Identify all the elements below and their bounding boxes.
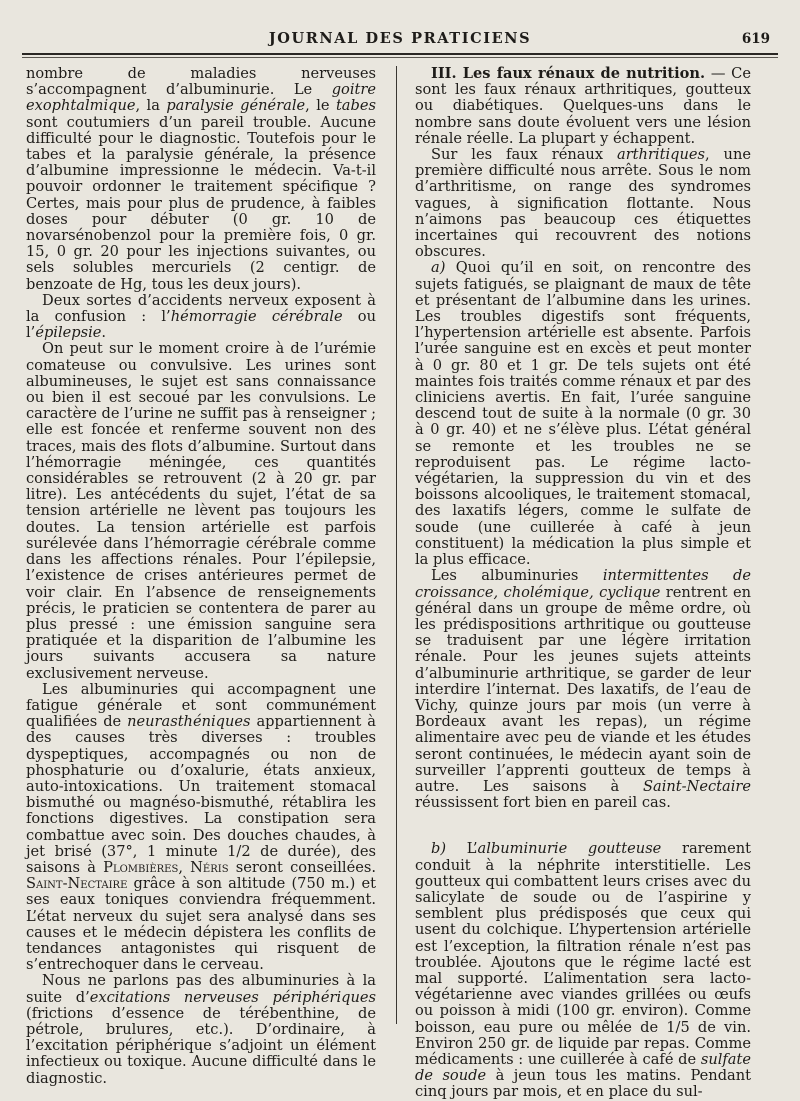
header-rule-thick (22, 53, 778, 55)
paragraph (26, 341, 376, 681)
paragraph (415, 260, 751, 568)
text-run: L’ (446, 840, 478, 858)
text-run: rentrent en général dans un groupe de même ordre, où les prédispositions arthritique ou goutteuse se traduisent par une légère irritation rénale. Pour les jeunes sujets atteints d’albuminurie arthritique, se garder de leur interdire l’internat. Des laxatifs, de l’eau de Vichy, quinze jours par mois (un verre à Bordeaux avant les repas), un régime alimentaire avec peu de viande et les études seront continuées, le médecin ayant soin de surveiller l’apprenti goutteux de temps à autre. Les saisons à (415, 583, 751, 795)
text-run: nombre de maladies nerveuses s’accompagnent d’albuminurie. Le (26, 65, 376, 99)
paragraph (415, 568, 751, 811)
journal-title: JOURNAL DES PRATICIENS (268, 30, 532, 47)
italic-run: a) (431, 259, 446, 277)
text-run: rarement conduit à la néphrite interstitielle. Les goutteux qui combattent leurs crises avec du salicylate de soude ou de l’aspirine y semblent plus prédisposés que ceux qui usent du colchique. L’hypertension artérielle est l’exception, la filtration rénale n’est pas troublée. Ajoutons que le régime lacté est mal supporté. L’alimentation sera lacto-végétarienne avec viandes grillées ou œufs ou poisson à midi (100 gr. environ). Comme boisson, eau pure ou mêlée de 1/5 de vin. Environ 250 gr. de liquide par repas. Comme médicaments : une cuillerée à café de (415, 840, 752, 1068)
left-column (26, 66, 376, 1087)
paragraph (415, 147, 751, 260)
text-run: (frictions d’essence de térébenthine, de pétrole, brulures, etc.). D’ordinaire, à l’excitation périphérique s’adjoint un élément infectieux ou toxique. Aucune difficulté dans le diagnostic. (26, 1004, 376, 1087)
text-run: , la (135, 97, 167, 115)
italic-run: b) (431, 840, 447, 858)
column-divider (396, 66, 397, 1024)
text-run: Sur les faux rénaux (431, 146, 617, 164)
header-rule-thin (22, 57, 778, 58)
italic-run: neurasthéniques (127, 713, 251, 731)
page-header (22, 30, 778, 52)
italic-run: tabes (335, 97, 376, 115)
text-run: seront conseillées. (228, 858, 376, 876)
paragraph (26, 293, 376, 342)
text-run: . (101, 324, 107, 342)
page-number: 619 (741, 31, 770, 47)
right-column (415, 66, 751, 1101)
text-run: Deux sortes d’accidents nerveux exposent à la confusion : l’ (26, 291, 376, 326)
text-run: ou l’ (26, 308, 376, 342)
italic-run: sulfate de soude (415, 1050, 751, 1085)
text-run: appartiennent à des causes très diverses : troubles dyspeptiques, accompagnés ou non de phosphaturie ou d’oxalurie, états anxieux, auto-intoxications. Un traitement stomacal bismuthé ou magnéso-bismuthé, rétablira les fonctions digestives. La constipation sera combattue avec soin. Des douches chaudes, à jet brisé (37°, 1 minute 1/2 de durée), des saisons à (26, 713, 376, 876)
text-run: Les albuminuries qui accompagnent une fatigue générale et sont communément qualifiées de (26, 680, 376, 731)
italic-run: paralysie générale (166, 97, 306, 115)
italic-run: intermittentes de croissance, cholémique, cyclique (415, 567, 751, 601)
text-run: Quoi qu’il en soit, on rencontre des sujets fatigués, se plaignant de maux de tête et présentant de l’albumine dans les urines. Les troubles digestifs sont fréquents, l’hypertension artérielle est absente. Parfois l’urée sanguine est en excès et peut monter à 0 gr. 80 et 1 gr. De tels sujets ont été maintes fois traités comme rénaux et par des cliniciens avertis. En fait, l’urée sanguine descend tout de suite à la normale (0 gr. 30 à 0 gr. 40) et ne s’élève plus. L’état général se remonte et les troubles ne se reproduisent pas. Le régime lacto-végétarien, la suppression du vin et des boissons alcooliques, le traitement stomacal, des laxatifs légers, comme le sulfate de soude (une cuillerée à café à jeun constituent) la médication la plus simple et la plus efficace. (415, 259, 751, 569)
italic-run: goitre exophtalmique (26, 81, 376, 115)
text-run: — Ce sont les faux rénaux arthritiques, goutteux ou diabétiques. Quelques-uns dans le nombre sans doute évoluent vers une lésion rénale réelle. La plupart y échappent. (415, 65, 751, 147)
text-run: Les albuminuries (431, 567, 603, 585)
text-run: Nous ne parlons pas des albuminuries à la suite d’ (26, 972, 376, 1006)
smallcaps-run: Saint-Nectaire (26, 875, 128, 893)
italic-run: épilepsie (35, 324, 102, 342)
italic-run: hémorragie cérébrale (170, 308, 343, 326)
text-run: , une première difficulté nous arrête. Sous le nom d’arthritisme, on range des syndromes vagues, à signification flottante. Nous n’aimons pas beaucoup ces étiquettes incertaines qui recouvrent des notions obscures. (415, 146, 751, 261)
text-run: réussissent fort bien en pareil cas. (415, 794, 671, 812)
italic-run: albuminurie goutteuse (477, 840, 662, 858)
paragraph (26, 682, 376, 974)
text-run: grâce à son altitude (750 m.) et ses eaux toniques conviendra fréquemment. L’état nerveux du sujet sera analysé dans ses causes et le médecin dépistera les conflits de tendances antagonistes qui risquent de s’entrechoquer dans le cerveau. (26, 875, 376, 974)
smallcaps-run: Plombières (103, 858, 179, 876)
text-run: On peut sur le moment croire à de l’urémie comateuse ou convulsive. Les urines sont albumineuses, le sujet est sans connaissance ou bien il est secoué par les convulsions. Le caractère de l’urine ne suffit pas à renseigner ; elle est foncée et renferme souvent non des traces, mais des flots d’albumine. Surtout dans l’hémorragie méningée, ces quantités considérables se retrouvent (2 à 20 gr. par litre). Les antécédents du sujet, l’état de sa tension artérielle ne lèvent pas toujours les doutes. La tension artérielle est parfois surélevée dans l’hémorragie cérébrale comme dans les affections rénales. Pour l’épilepsie, l’existence de crises antérieures permet de voir clair. En l’absence de renseignements précis, le praticien se contentera de parer au plus pressé : une émission sanguine sera pratiquée et la disparition de l’albumine les jours suivants accusera sa nature exclusivement nerveuse. (26, 340, 376, 682)
text-run: sont coutumiers d’un pareil trouble. Aucune difficulté pour le diagnostic. Toutefois pour le tabes et la paralysie générale, la présence d’albumine impressionne le médecin. Va-t-il pouvoir ordonner le traitement spécifique ? Certes, mais pour plus de prudence, à faibles doses pour débuter (0 gr. 10 de novarsénobenzol pour la première fois, 0 gr. 15, 0 gr. 20 pour les injections suivantes, ou sels solubles mercuriels (2 centigr. de benzoate de Hg, tous les deux jours). (26, 113, 376, 293)
text-run: à jeun tous les matins. Pendant cinq jours par mois, et en place du sul- (415, 1067, 751, 1101)
text-run: , (178, 858, 191, 876)
italic-run: excitations nerveuses périphériques (89, 988, 376, 1006)
italic-run: Saint-Nectaire (643, 777, 751, 795)
paragraph (26, 973, 376, 1086)
text-run: , le (305, 97, 336, 115)
section-heading-paragraph (415, 66, 751, 147)
paragraph (26, 66, 376, 293)
bold-run: III. Les faux rénaux de nutrition. (431, 65, 706, 82)
paragraph (415, 841, 751, 1100)
smallcaps-run: Néris (190, 858, 229, 876)
italic-run: arthritiques (617, 146, 705, 164)
